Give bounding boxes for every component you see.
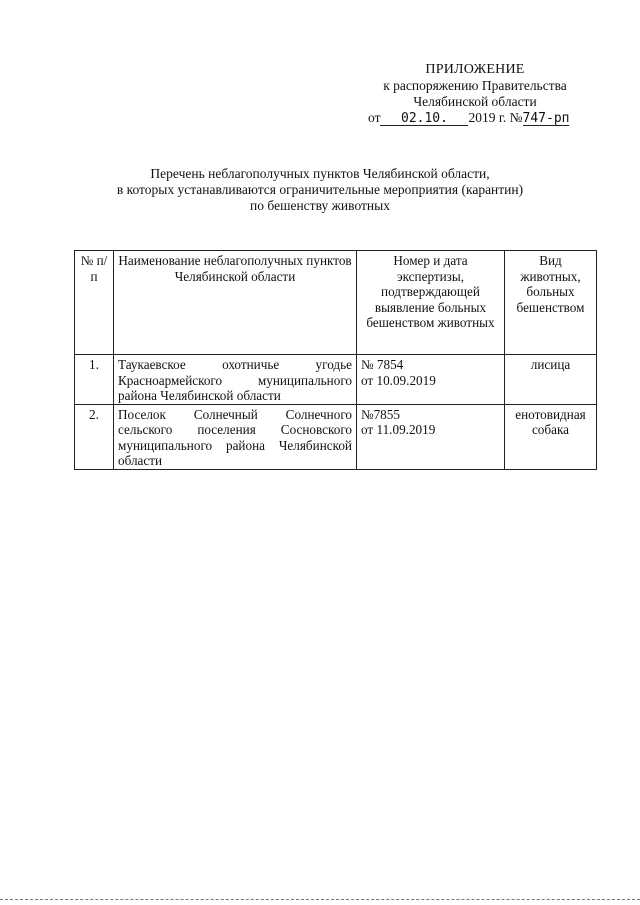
expertise-number: №7855	[361, 406, 400, 422]
heading-line-1: Перечень неблагополучных пунктов Челябинской области,	[150, 166, 490, 181]
quarantine-table	[74, 250, 597, 470]
table-row	[75, 355, 597, 405]
heading-line-3: по бешенству животных	[250, 198, 390, 213]
row-expertise	[357, 355, 505, 405]
header-expertise: Номер и дата экспертизы, подтверждающей выявление больных бешенством животных	[357, 251, 505, 355]
expertise-date: от 11.09.2019	[361, 422, 436, 437]
row-place: Таукаевское охотничье угодье Красноармейского муниципального района Челябинской области	[114, 355, 357, 405]
header-number: № п/п	[75, 251, 114, 355]
date-prefix: от	[368, 110, 381, 125]
expertise-number: № 7854	[361, 357, 404, 372]
row-place: Поселок Солнечный Солнечного сельского поселения Сосновского муниципального района Челябинской области	[114, 404, 357, 469]
appendix-date-row	[368, 110, 598, 126]
heading-line-2: в которых устанавливаются ограничительные мероприятия (карантин)	[116, 182, 524, 197]
table-header-row	[75, 251, 597, 355]
table-row	[75, 404, 597, 469]
document-heading	[60, 166, 580, 214]
row-expertise	[357, 404, 505, 469]
appendix-block	[360, 62, 590, 126]
header-place: Наименование неблагополучных пунктов Челябинской области	[114, 251, 357, 355]
row-animal: лисица	[505, 355, 597, 405]
expertise-date: от 10.09.2019	[361, 372, 436, 388]
row-animal: енотовидная собака	[505, 404, 597, 469]
appendix-title: ПРИЛОЖЕНИЕ	[425, 62, 525, 77]
appendix-line-2: Челябинской области	[413, 94, 537, 109]
row-number: 1.	[75, 355, 114, 405]
year-text: 2019 г. №	[468, 110, 523, 125]
row-number: 2.	[75, 404, 114, 469]
appendix-line-1: к распоряжению Правительства	[383, 78, 567, 93]
order-number: 747-рп	[522, 111, 570, 126]
header-animal: Вид животных, больных бешенством	[505, 251, 597, 355]
date-value: 02.10.	[380, 112, 468, 126]
page-bottom-divider	[0, 899, 640, 900]
